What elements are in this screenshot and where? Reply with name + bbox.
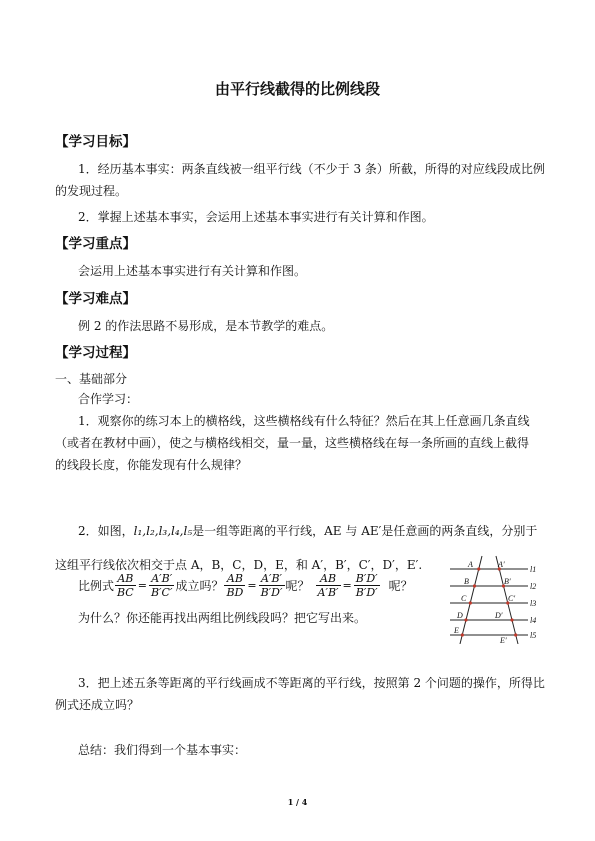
question-1-line-2: （或者在教材中画），使之与横格线相交，量一量，这些横格线在每一条所画的直线上截得 xyxy=(55,436,530,450)
fraction-a1b1-b1d1: $\frac{A'B'}{B'D'}$ xyxy=(260,572,283,599)
fraction-ab-bd: $\frac{AB}{BD}$ xyxy=(226,572,244,599)
part-1-label: 一、基础部分 xyxy=(55,372,128,386)
point-a xyxy=(477,567,480,570)
fraction-ab-a1b1: $\frac{AB}{A'B'}$ xyxy=(317,572,339,599)
label-e: E xyxy=(454,626,459,635)
key-heading: 【学习重点】 xyxy=(55,236,136,252)
fraction-a1b1-b1c1: $\frac{A'B'}{B'C'}$ xyxy=(150,572,173,599)
label-b-prime: B′ xyxy=(504,577,511,586)
question-1-line-3: 的线段长度，你能发现有什么规律？ xyxy=(55,458,248,472)
label-d-prime: D′ xyxy=(495,611,503,620)
point-c xyxy=(469,601,472,604)
cooperative-label: 合作学习： xyxy=(78,392,139,406)
question-2-why: 为什么？你还能再找出两组比例线段吗？把它写出来。 xyxy=(78,611,367,625)
point-d-prime xyxy=(510,618,513,621)
fraction-ab-bc: $\frac{AB}{BC}$ xyxy=(117,572,134,599)
key-text: 会运用上述基本事实进行有关计算和作图。 xyxy=(78,264,307,278)
question-2-suffix: 是一组等距离的平行线，AE 与 AE′是任意画的两条直线，分别于 xyxy=(192,524,538,538)
label-l4: l4 xyxy=(530,616,537,625)
difficult-text: 例 2 的作法思路不易形成，是本节教学的难点。 xyxy=(78,319,334,333)
page-title: 由平行线截得的比例线段 xyxy=(214,80,380,98)
ratio-row xyxy=(78,572,413,599)
question-3-line-2: 例式还成立吗？ xyxy=(55,698,140,712)
parallel-lines-figure xyxy=(442,552,552,644)
question-3-line-1: 3．把上述五条等距离的平行线画成不等距离的平行线，按照第 2 个问题的操作，所得比 xyxy=(78,676,545,690)
ratio-label: 比例式 xyxy=(78,579,115,593)
label-l5: l5 xyxy=(530,631,537,640)
parallel-lines-symbol: l₁,l₂,l₃,l₄,l₅ xyxy=(133,524,193,538)
equals-sign: = xyxy=(247,579,257,592)
point-d xyxy=(464,618,467,621)
point-e-prime xyxy=(514,633,517,636)
equals-sign: = xyxy=(137,579,147,592)
question-1-line-1: 1．观察你的练习本上的横格线，这些横格线有什么特征？然后在其上任意画几条直线 xyxy=(78,414,530,428)
equals-sign: = xyxy=(342,579,352,592)
label-l3: l3 xyxy=(530,599,537,608)
label-a-prime: A′ xyxy=(498,560,505,569)
process-heading: 【学习过程】 xyxy=(55,345,136,361)
point-e xyxy=(461,633,464,636)
label-b: B xyxy=(464,577,469,586)
point-b xyxy=(473,584,476,587)
label-d: D xyxy=(457,611,463,620)
label-l1: l1 xyxy=(530,565,537,574)
goal-1-line-1: 1．经历基本事实：两条直线被一组平行线（不少于 3 条）所截，所得的对应线段成比例 xyxy=(78,162,545,176)
question-2-line-1 xyxy=(78,521,537,541)
question-2-line-2: 这组平行线依次相交于点 A，B，C，D，E，和 A′，B′，C′，D′，E′. xyxy=(55,558,423,572)
goal-2: 2．掌握上述基本事实，会运用上述基本事实进行有关计算和作图。 xyxy=(78,210,434,224)
summary-text: 总结：我们得到一个基本事实： xyxy=(78,743,247,757)
label-l2: l2 xyxy=(530,582,537,591)
label-e-prime: E′ xyxy=(500,636,507,644)
fraction-b1d1-b1d1: $\frac{B'D'}{B'D'}$ xyxy=(355,572,378,599)
label-a: A xyxy=(468,560,473,569)
question-2-prefix: 2．如图， xyxy=(78,524,134,538)
ratio-3-question: 呢？ xyxy=(388,579,413,593)
goals-heading: 【学习目标】 xyxy=(55,134,136,150)
ratio-2-question: 呢？ xyxy=(285,579,310,593)
goal-1-line-2: 的发现过程。 xyxy=(55,184,128,198)
ratio-1-question: 成立吗？ xyxy=(175,579,224,593)
difficult-heading: 【学习难点】 xyxy=(55,291,136,307)
label-c-prime: C′ xyxy=(508,594,516,603)
label-c: C xyxy=(461,594,467,603)
page-number: 1 / 4 xyxy=(287,797,308,807)
